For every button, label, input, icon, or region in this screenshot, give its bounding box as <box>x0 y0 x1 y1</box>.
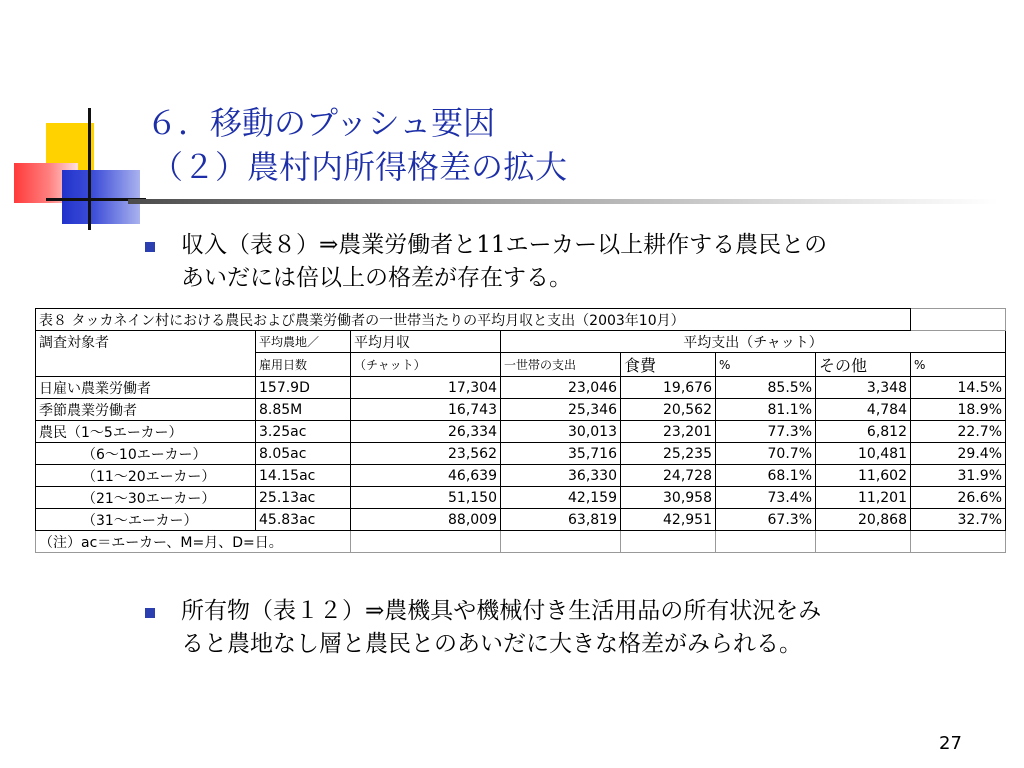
row-label: （31～エーカー） <box>36 509 256 531</box>
row-other: 10,481 <box>816 443 911 465</box>
row-land: 14.15ac <box>256 465 351 487</box>
row-land: 45.83ac <box>256 509 351 531</box>
row-food: 23,201 <box>621 421 716 443</box>
empty-cell <box>621 531 716 553</box>
row-land: 8.85M <box>256 399 351 421</box>
row-other-pct: 32.7% <box>911 509 1006 531</box>
header-income-unit: （チャット） <box>351 353 501 377</box>
slide-title-line1: ６．移動のプッシュ要因 <box>146 104 496 142</box>
row-food: 20,562 <box>621 399 716 421</box>
row-label: （21～30エーカー） <box>36 487 256 509</box>
row-label: （6～10エーカー） <box>36 443 256 465</box>
row-total: 30,013 <box>501 421 621 443</box>
title-underline <box>128 199 998 204</box>
table-caption: 表８ タッカネイン村における農民および農業労働者の一世帯当たりの平均月収と支出（2003年10月） <box>36 309 911 331</box>
row-other-pct: 29.4% <box>911 443 1006 465</box>
row-total: 23,046 <box>501 377 621 399</box>
deco-blue-square <box>62 170 140 224</box>
table-row <box>36 443 1006 465</box>
row-food-pct: 68.1% <box>716 465 816 487</box>
row-label: （11～20エーカー） <box>36 465 256 487</box>
empty-cell <box>716 531 816 553</box>
row-other-pct: 14.5% <box>911 377 1006 399</box>
header-total-spend: 一世帯の支出 <box>501 353 621 377</box>
empty-cell <box>501 531 621 553</box>
table-row <box>36 509 1006 531</box>
header-respondent: 調査対象者 <box>36 331 256 353</box>
row-label: 農民（1～5エーカー） <box>36 421 256 443</box>
bullet-text-possessions <box>181 595 1011 661</box>
row-income: 23,562 <box>351 443 501 465</box>
row-other-pct: 22.7% <box>911 421 1006 443</box>
row-land: 157.9D <box>256 377 351 399</box>
header-food-pct: % <box>716 353 816 377</box>
row-food-pct: 67.3% <box>716 509 816 531</box>
row-food-pct: 73.4% <box>716 487 816 509</box>
row-total: 36,330 <box>501 465 621 487</box>
header-empty <box>36 353 256 377</box>
slide-title-line2: （２）農村内所得格差の拡大 <box>151 148 568 186</box>
row-other-pct: 26.6% <box>911 487 1006 509</box>
row-food: 19,676 <box>621 377 716 399</box>
bullet-text-income <box>181 229 1011 295</box>
row-income: 26,334 <box>351 421 501 443</box>
deco-vertical-line <box>88 108 91 230</box>
row-other: 6,812 <box>816 421 911 443</box>
bullet-2-line2: ると農地なし層と農民とのあいだに大きな格差がみられる。 <box>181 631 802 657</box>
row-food-pct: 81.1% <box>716 399 816 421</box>
table-note: （注）ac＝エーカー、M=月、D=日。 <box>36 531 351 553</box>
table-row <box>36 487 1006 509</box>
row-total: 25,346 <box>501 399 621 421</box>
row-label: 季節農業労働者 <box>36 399 256 421</box>
row-other: 3,348 <box>816 377 911 399</box>
row-other: 11,602 <box>816 465 911 487</box>
header-workdays: 雇用日数 <box>256 353 351 377</box>
row-income: 46,639 <box>351 465 501 487</box>
bullet-marker-2 <box>145 608 155 618</box>
table-row <box>36 465 1006 487</box>
empty-cell <box>816 531 911 553</box>
bullet-marker-1 <box>145 242 155 252</box>
income-expenditure-table <box>35 308 1006 553</box>
row-food: 24,728 <box>621 465 716 487</box>
row-other: 20,868 <box>816 509 911 531</box>
table-row <box>36 399 1006 421</box>
row-total: 63,819 <box>501 509 621 531</box>
header-food: 食費 <box>621 353 716 377</box>
bullet-1-line2: あいだには倍以上の格差が存在する。 <box>181 265 572 291</box>
row-food-pct: 85.5% <box>716 377 816 399</box>
page-number: 27 <box>939 733 962 754</box>
header-income: 平均月収 <box>351 331 501 353</box>
row-land: 25.13ac <box>256 487 351 509</box>
row-label: 日雇い農業労働者 <box>36 377 256 399</box>
row-food: 30,958 <box>621 487 716 509</box>
empty-cell <box>351 531 501 553</box>
header-land: 平均農地／ <box>256 331 351 353</box>
row-total: 42,159 <box>501 487 621 509</box>
row-food-pct: 77.3% <box>716 421 816 443</box>
row-income: 88,009 <box>351 509 501 531</box>
table-row <box>36 421 1006 443</box>
row-food: 42,951 <box>621 509 716 531</box>
bullet-2-line1: 所有物（表１２）⇒農機具や機械付き生活用品の所有状況をみ <box>181 598 822 624</box>
bullet-1-line1: 収入（表８）⇒農業労働者と11エーカー以上耕作する農民との <box>181 232 828 258</box>
row-other: 11,201 <box>816 487 911 509</box>
row-income: 51,150 <box>351 487 501 509</box>
table-body <box>36 377 1006 531</box>
header-other: その他 <box>816 353 911 377</box>
row-income: 17,304 <box>351 377 501 399</box>
row-other: 4,784 <box>816 399 911 421</box>
table-row <box>36 377 1006 399</box>
row-land: 8.05ac <box>256 443 351 465</box>
row-other-pct: 18.9% <box>911 399 1006 421</box>
row-other-pct: 31.9% <box>911 465 1006 487</box>
row-land: 3.25ac <box>256 421 351 443</box>
empty-cell <box>911 531 1006 553</box>
empty-cell <box>911 309 1006 331</box>
header-spending: 平均支出（チャット） <box>501 331 1006 353</box>
row-income: 16,743 <box>351 399 501 421</box>
header-other-pct: % <box>911 353 1006 377</box>
row-food: 25,235 <box>621 443 716 465</box>
row-food-pct: 70.7% <box>716 443 816 465</box>
row-total: 35,716 <box>501 443 621 465</box>
